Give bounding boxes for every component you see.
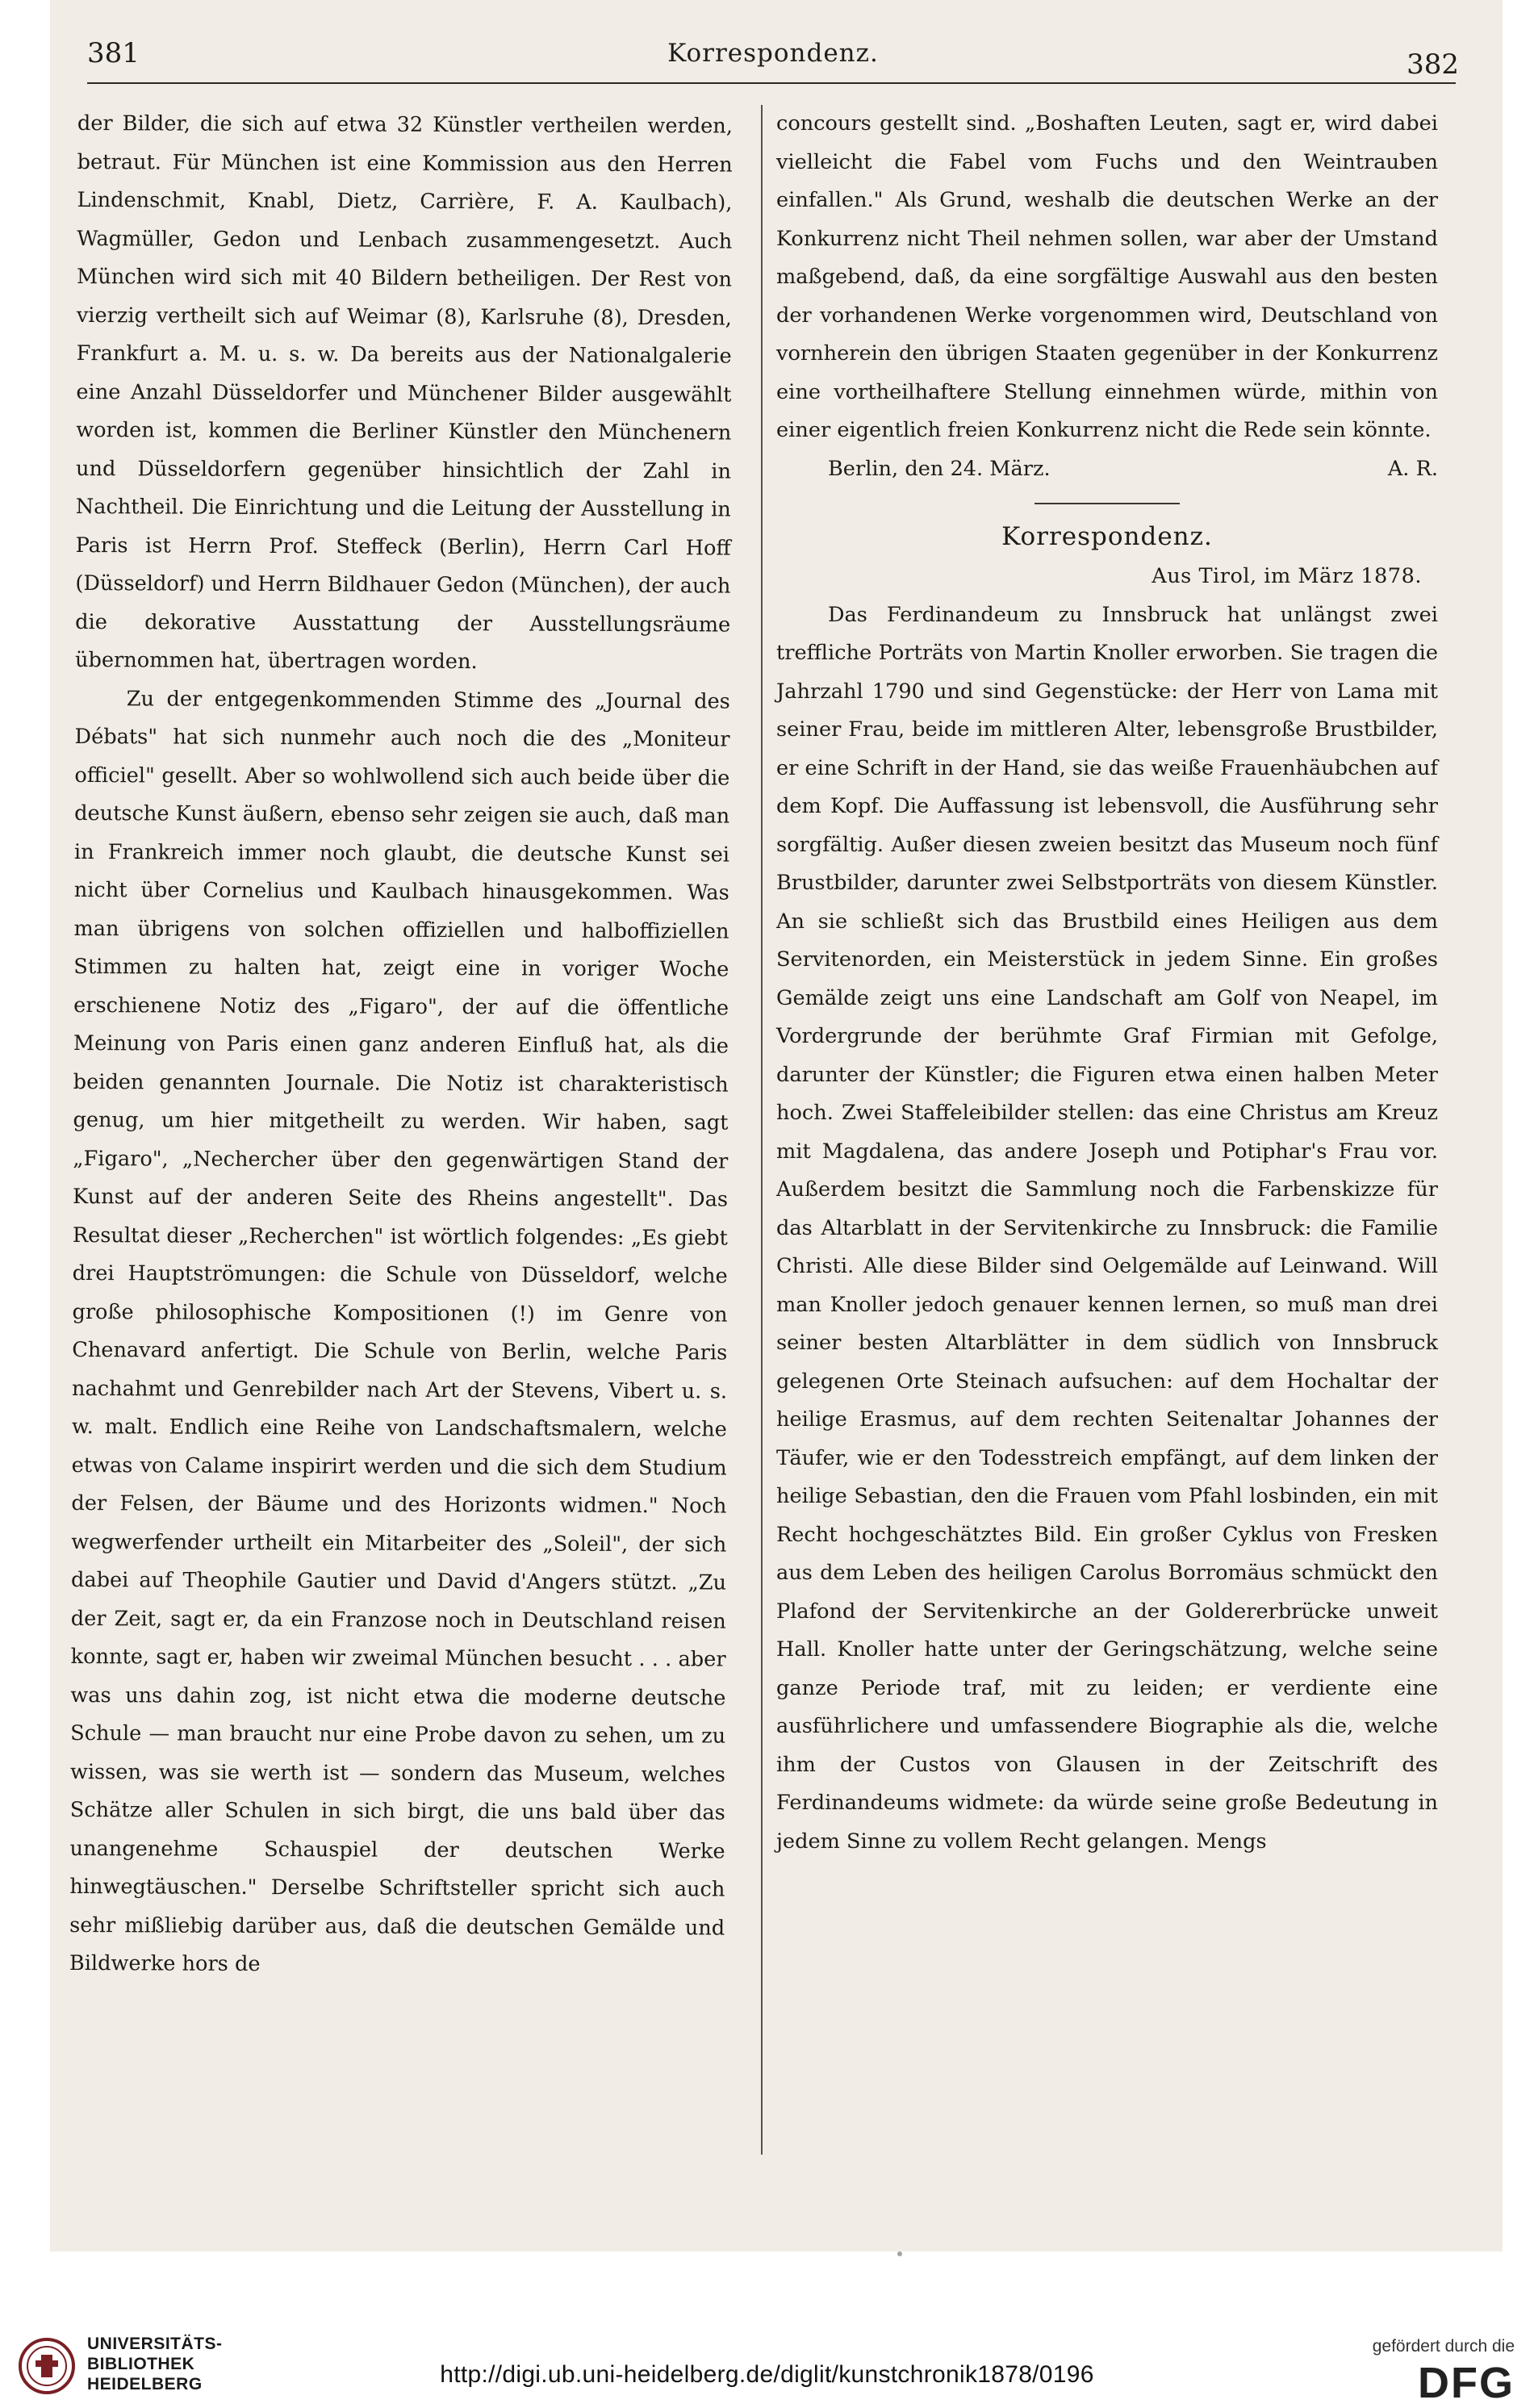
ink-spot [897,2251,902,2256]
section-title: Korrespondenz. [1001,522,1213,551]
header-rule [87,82,1456,84]
column-divider [761,105,763,2155]
page-number-left: 381 [87,37,140,69]
funding-note: gefördert durch die [1372,2337,1515,2356]
source-url[interactable]: http://digi.ub.uni-heidelberg.de/diglit/kunstchronik1878/0196 [440,2361,1094,2388]
author-initials: A. R. [1387,456,1438,481]
running-header [87,31,1459,81]
paragraph: Das Ferdinandeum zu Innsbruck hat unlängst zwei treffliche Porträts von Martin Knoller erworben. Sie tragen die Jahrzahl 1790 und sind Gegenstücke: der Herr von Lama mit seiner Frau, beide im mittleren Alter, lebensgroße Brustbilder, er eine Schrift in der Hand, sie das weiße Frauenhäubchen auf dem Kopf. Die Auffassung ist lebensvoll, die Ausführung sehr sorgfältig. Außer diesen zweien besitzt das Museum noch fünf Brustbilder, darunter zwei Selbstporträts von diesem Künstler. An sie schließt sich das Brustbild eines Heiligen aus dem Servitenorden, ein Meisterstück in jedem Sinne. Ein großes Gemälde zeigt uns eine Landschaft am Golf von Neapel, im Vordergrunde der berühmte Graf Firmian mit Gefolge, darunter der Künstler; die Figuren etwa einen halben Meter hoch. Zwei Staffeleibilder stellen: das eine Christus am Kreuz mit Magdalena, das andere Joseph und Potiphar's Frau vor. Außerdem besitzt die Sammlung noch die Farbenskizze für das Altarblatt in der Servitenkirche zu Innsbruck: die Familie Christi. Alle diese Bilder sind Oelgemälde auf Leinwand. Will man Knoller jedoch genauer kennen lernen, so muß man drei seiner besten Altarblätter in dem südlich von Innsbruck gelegenen Orte Steinach aufsuchen: auf dem Hochaltar der heilige Erasmus, auf dem rechten Seitenaltar Johannes der Täufer, wie er den Todesstreich empfängt, auf dem linken der heilige Sebastian, den die Frauen vom Pfahl losbinden, ein mit Recht hochgeschätztes Bild. Ein großer Cyklus von Fresken aus dem Leben des heiligen Carolus Borromäus schmückt den Plafond der Servitenkirche an der Goldererbrücke unweit Hall. Knoller hatte unter der Geringschätzung, welche seine ganze Periode traf, mit zu leiden; er verdiente eine ausführlichere und umfassendere Biographie als die, welche ihm der Custos von Glausen in der Zeitschrift des Ferdinandeums widmete: da würde seine große Bedeutung in jedem Sinne zu vollem Recht gelangen. Mengs [776,602,1438,1854]
section-rule [1035,503,1180,504]
right-column [776,105,1438,1861]
dateline-place: Berlin, den 24. März. [828,456,1051,481]
dateline [776,450,1438,489]
paragraph: der Bilder, die sich auf etwa 32 Künstler vertheilen werden, betraut. Für München ist eine Kommission aus den Herren Lindenschmit, Knabl, Dietz, Carrière, F. A. Kaulbach), Wagmüller, Gedon und Lenbach zusammengesetzt. Auch München wird sich mit 40 Bildern betheiligen. Der Rest von vierzig vertheilt sich auf Weimar (8), Karlsruhe (8), Dresden, Frankfurt a. M. u. s. w. Da bereits aus der Nationalgalerie eine Anzahl Düsseldorfer und Münchener Bilder ausgewählt worden ist, kommen die Berliner Künstler den Münchenern und Düsseldorfern gegenüber hinsichtlich der Zahl in Nachtheil. Die Einrichtung und die Leitung der Ausstellung in Paris ist Herrn Prof. Steffeck (Berlin), Herrn Carl Hoff (Düsseldorf) und Herrn Bildhauer Gedon (München), der auch die dekorative Ausstattung der Ausstellungsräume übernommen hat, übertragen worden. [74,111,733,675]
paragraph: concours gestellt sind. „Boshaften Leuten, sagt er, wird dabei vielleicht die Fabel vom Fuchs und den Weintrauben einfallen." Als Grund, weshalb die deutschen Werke an der Konkurrenz nicht Theil nehmen sollen, war aber der Umstand maßgebend, daß, da eine sorgfältige Auswahl aus den besten der vorhandenen Werke vorgenommen wird, Deutschland von vornherein den übrigen Staaten gegenüber in der Konkurrenz eine vortheilhaftere Stellung einnehmen würde, mithin von einer eigentlich freien Konkurrenz nicht die Rede sein könnte. [776,111,1438,442]
section-dateline: Aus Tirol, im März 1878. [1152,564,1422,588]
page-number-right: 382 [1407,48,1459,81]
left-column [69,105,733,1986]
running-title: Korrespondenz. [667,39,879,68]
institution-name: UNIVERSITÄTS- BIBLIOTHEK HEIDELBERG [87,2335,223,2393]
paragraph: Zu der entgegenkommenden Stimme des „Journal des Débats" hat sich nunmehr auch noch die des „Moniteur officiel" gesellt. Aber so wohlwollend sich auch beide über die deutsche Kunst äußern, ebenso sehr zeigen sie auch, daß man in Frankreich immer noch glaubt, die deutsche Kunst sei nicht über Cornelius und Kaulbach hinausgekommen. Was man übrigens von solchen offiziellen und halboffiziellen Stimmen zu halten hat, zeigt eine in voriger Woche erschienene Notiz des „Figaro", der auf die öffentliche Meinung von Paris einen ganz anderen Einfluß hat, als die beiden genannten Journale. Die Notiz ist charakteristisch genug, um hier mitgetheilt zu werden. Wir haben, sagt „Figaro", „Nechercher über den gegenwärtigen Stand der Kunst auf der anderen Seite des Rheins angestellt". Das Resultat dieser „Recherchen" ist wörtlich folgendes: „Es giebt drei Hauptströmungen: die Schule von Düsseldorf, welche große philosophische Kompositionen (!) im Genre von Chenavard anfertigt. Die Schule von Berlin, welche Paris nachahmt und Genrebilder nach Art der Stevens, Vibert u. s. w. malt. Endlich eine Reihe von Landschaftsmalern, welche etwas von Calame inspirirt werden und die sich dem Studium der Felsen, der Bäume und des Horizonts widmen." Noch wegwerfender urtheilt ein Mitarbeiter des „Soleil", der sich dabei auf Theophile Gautier und David d'Angers stützt. „Zu der Zeit, sagt er, da ein Franzose noch in Deutschland reisen konnte, sagt er, haben wir zweimal München besucht . . . aber was uns dahin zog, ist nicht etwa die moderne deutsche Schule — man braucht nur eine Probe davon zu sehen, um zu wissen, was sie werth ist — sondern das Museum, welches Schätze aller Schulen in sich birgt, die uns bald über das unangenehme Schauspiel der deutschen Werke hinwegtäuschen." Derselbe Schriftsteller spricht sich auch sehr mißliebig darüber aus, daß die deutschen Gemälde und Bildwerke hors de [69,686,730,1977]
dfg-logo: DFG [1418,2359,1515,2407]
